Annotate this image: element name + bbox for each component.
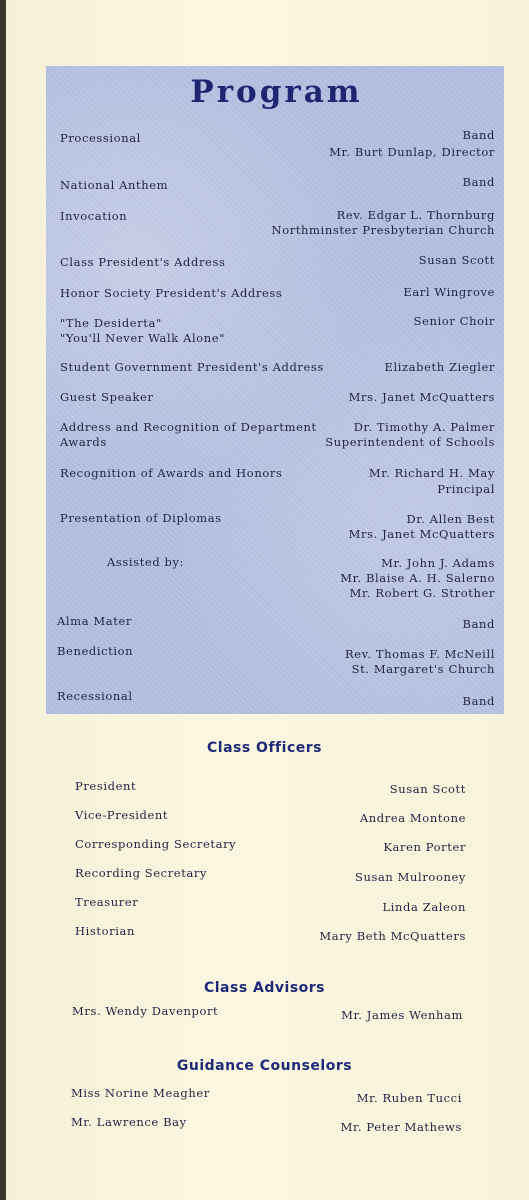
- counselor-name: Miss Norine Meagher: [71, 1086, 210, 1100]
- program-item-event: Alma Mater: [57, 614, 132, 628]
- program-item-event: Guest Speaker: [60, 390, 154, 404]
- program-item-performer: Dr. Allen Best: [406, 512, 495, 526]
- program-item-performer: Elizabeth Ziegler: [384, 360, 495, 374]
- program-title: Program: [190, 74, 363, 110]
- program-item-performer: Rev. Edgar L. Thornburg: [336, 208, 495, 222]
- officer-name: Linda Zaleon: [382, 900, 466, 914]
- program-item-performer: Mr. Richard H. May: [368, 466, 495, 480]
- officer-role: President: [75, 779, 137, 793]
- program-item-event: Benediction: [57, 644, 134, 658]
- counselor-name: Mr. Peter Mathews: [340, 1120, 462, 1134]
- program-item-event: National Anthem: [60, 178, 169, 192]
- program-item-performer: Northminster Presbyterian Church: [271, 223, 495, 237]
- class-advisors-heading: Class Advisors: [203, 980, 326, 996]
- program-item-performer: Earl Wingrove: [403, 285, 495, 299]
- program-item-performer: Senior Choir: [413, 314, 495, 328]
- guidance-counselors-heading: Guidance Counselors: [176, 1058, 353, 1074]
- officer-role: Vice-President: [75, 808, 169, 822]
- program-item-performer: Band: [462, 175, 495, 189]
- program-item-performer: Band: [462, 128, 495, 142]
- program-item-performer: St. Margaret's Church: [351, 662, 495, 676]
- program-item-performer: Mr. Blaise A. H. Salerno: [340, 571, 495, 585]
- program-item-event: Address and Recognition of Department: [60, 420, 317, 434]
- program-item-event: Class President's Address: [60, 255, 226, 269]
- program-item-event: "You'll Never Walk Alone": [60, 331, 226, 345]
- program-item-event: Presentation of Diplomas: [60, 511, 222, 525]
- program-item-performer: Mrs. Janet McQuatters: [348, 390, 495, 404]
- officer-name: Andrea Montone: [359, 811, 466, 825]
- counselor-name: Mr. Ruben Tucci: [356, 1091, 462, 1105]
- program-item-performer: Band: [462, 617, 495, 631]
- program-item-event: Honor Society President's Address: [60, 286, 283, 300]
- program-item-performer: Mrs. Janet McQuatters: [348, 527, 495, 541]
- program-item-event: "The Desiderta": [60, 316, 162, 330]
- program-item-performer: Band: [462, 694, 495, 708]
- officer-name: Susan Scott: [389, 782, 466, 796]
- advisor-name: Mrs. Wendy Davenport: [72, 1004, 219, 1018]
- officer-name: Mary Beth McQuatters: [319, 929, 466, 943]
- officer-name: Karen Porter: [383, 840, 466, 854]
- officer-role: Treasurer: [75, 895, 139, 909]
- program-item-event: Awards: [60, 435, 107, 449]
- officer-role: Corresponding Secretary: [75, 837, 237, 851]
- program-item-event: Invocation: [60, 209, 128, 223]
- program-item-performer: Susan Scott: [418, 253, 495, 267]
- advisor-name: Mr. James Wenham: [341, 1008, 463, 1022]
- officer-role: Recording Secretary: [75, 866, 208, 880]
- program-item-performer: Rev. Thomas F. McNeill: [344, 647, 495, 661]
- program-item-performer: Mr. Robert G. Strother: [349, 586, 495, 600]
- program-item-performer: Mr. John J. Adams: [381, 556, 495, 570]
- officer-role: Historian: [75, 924, 135, 938]
- program-item-performer: Principal: [437, 482, 495, 496]
- program-item-performer: Dr. Timothy A. Palmer: [353, 420, 495, 434]
- program-item-event: Recessional: [57, 689, 133, 703]
- program-item-performer: Mr. Burt Dunlap, Director: [329, 145, 495, 159]
- officer-name: Susan Mulrooney: [354, 870, 466, 884]
- program-item-event: Processional: [60, 131, 141, 145]
- program-item-event: Assisted by:: [107, 555, 185, 569]
- class-officers-heading: Class Officers: [207, 740, 322, 756]
- counselor-name: Mr. Lawrence Bay: [71, 1115, 187, 1129]
- program-item-performer: Superintendent of Schools: [325, 435, 495, 449]
- program-item-event: Student Government President's Address: [60, 360, 324, 374]
- program-item-event: Recognition of Awards and Honors: [60, 466, 283, 480]
